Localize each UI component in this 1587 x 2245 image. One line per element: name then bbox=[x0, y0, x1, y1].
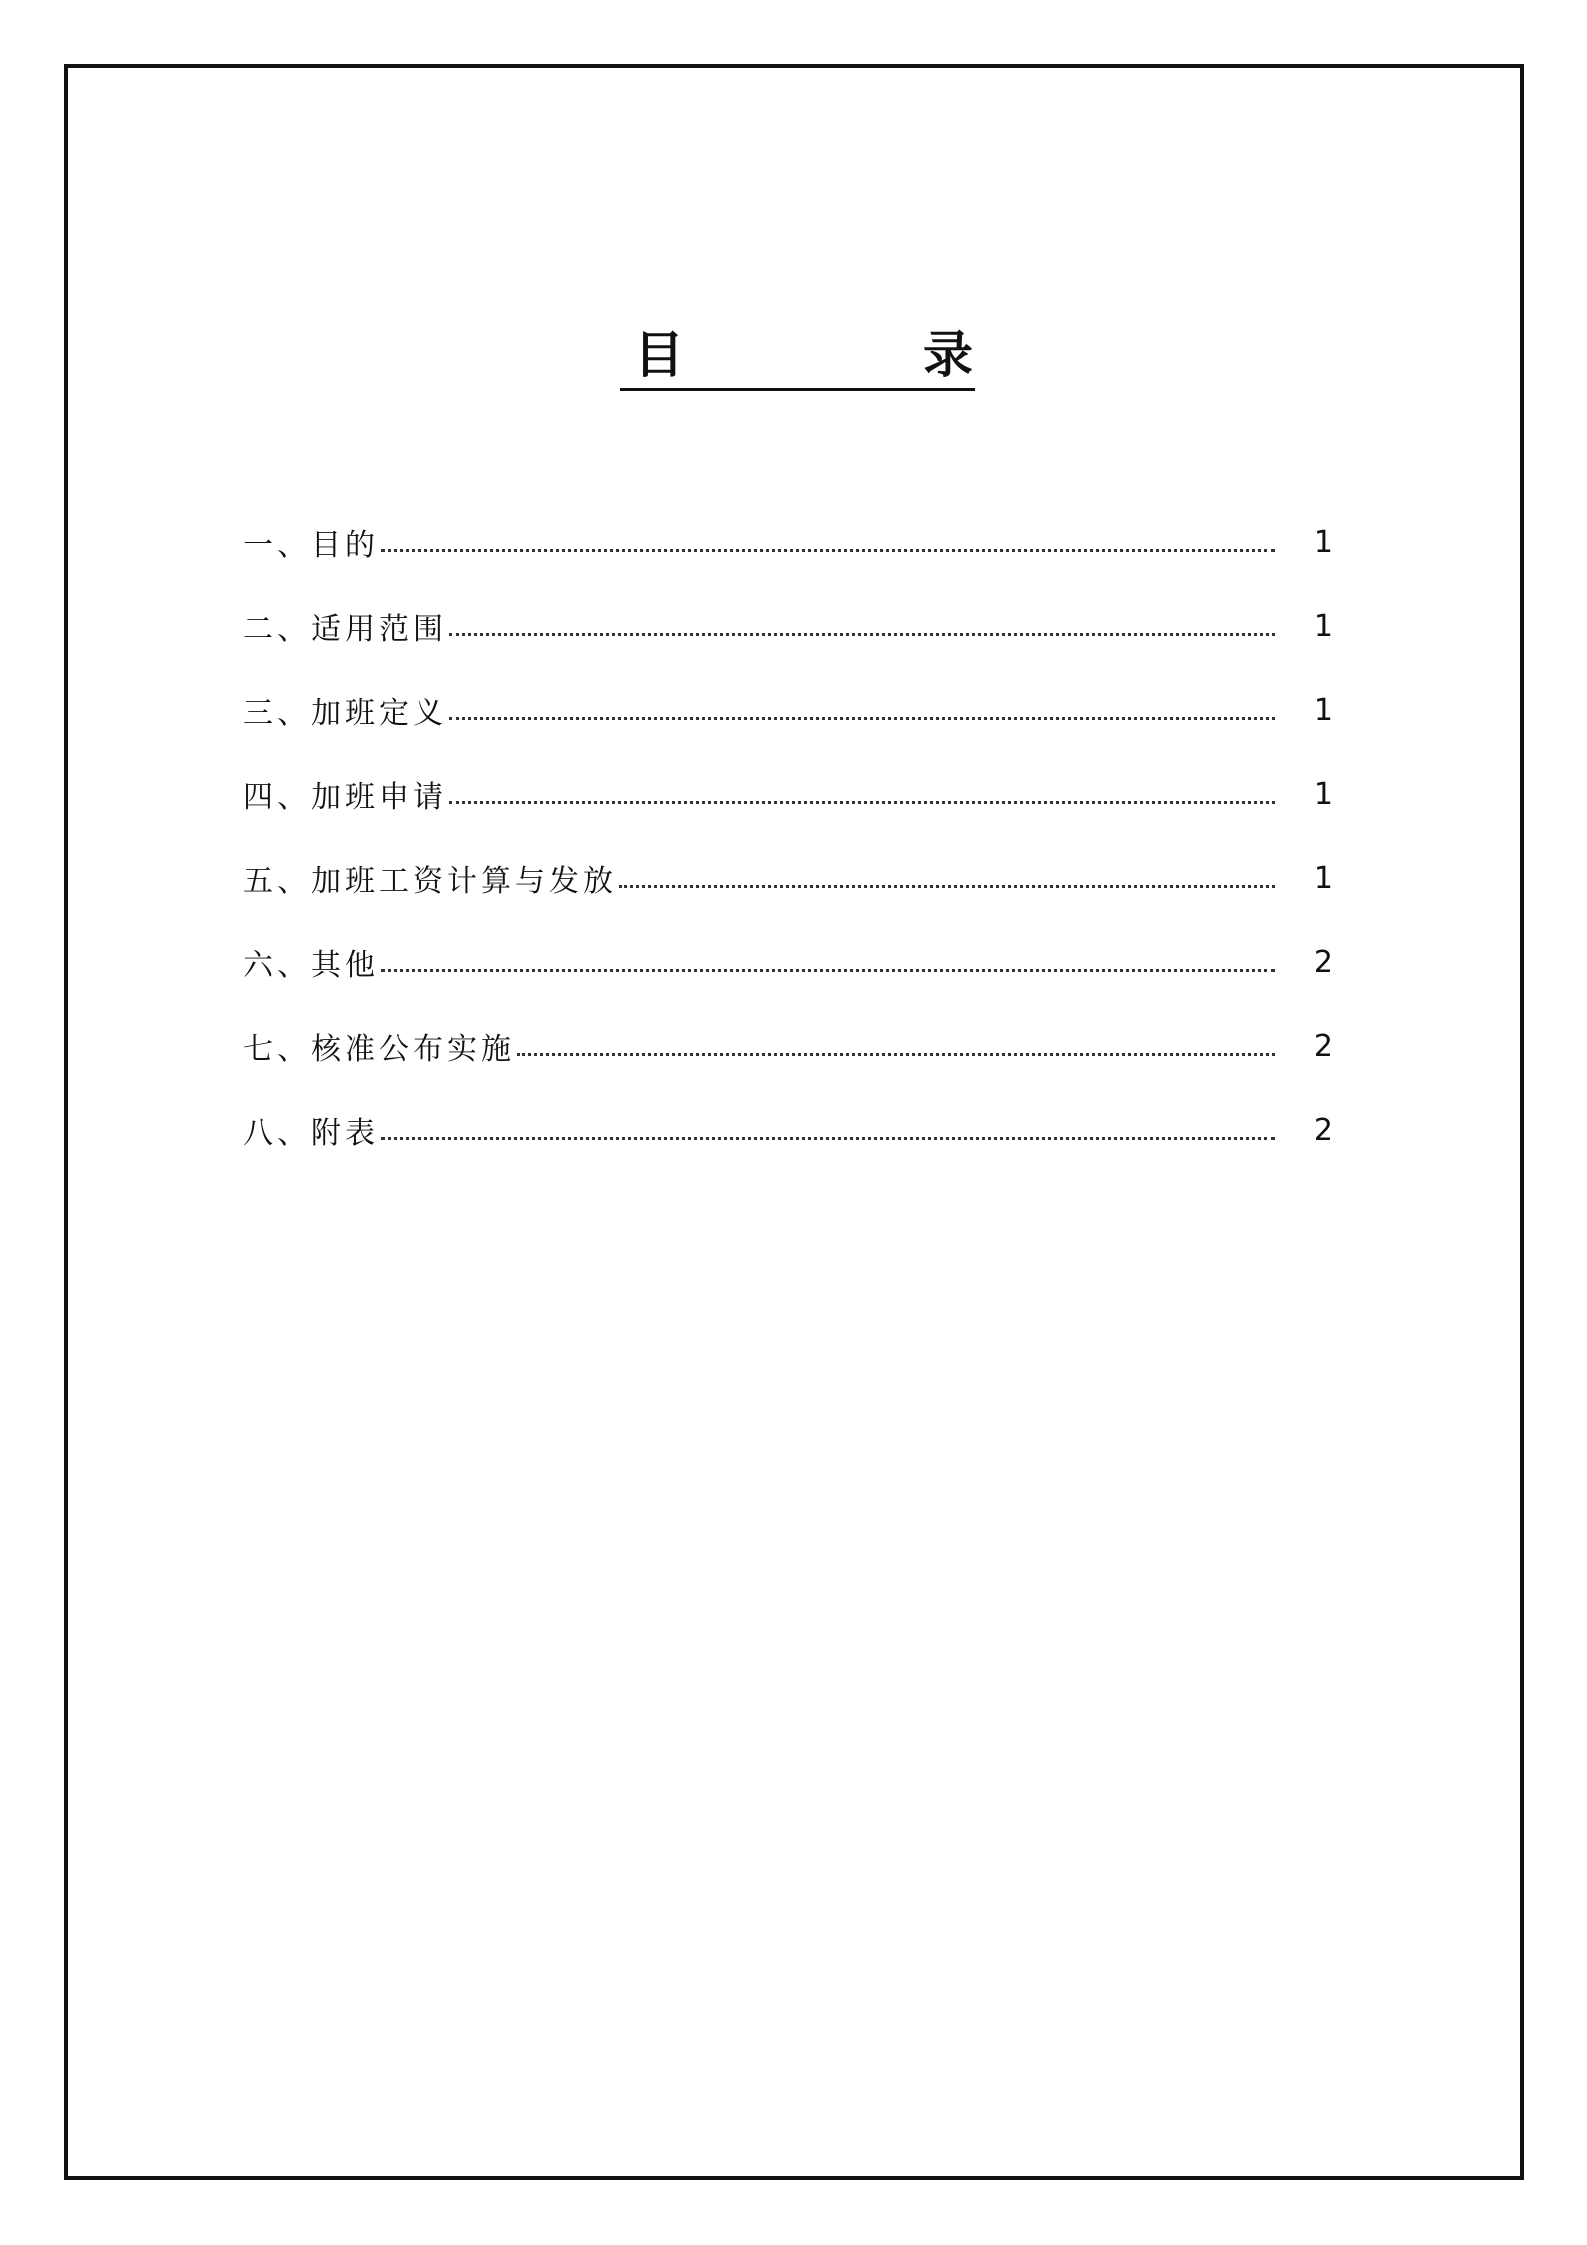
toc-entry-purpose[interactable] bbox=[243, 500, 1333, 584]
toc-entry-page-number: 1 bbox=[1313, 776, 1333, 812]
toc-entry-label: 四、加班申请 bbox=[243, 780, 447, 815]
toc-entry-label: 二、适用范围 bbox=[243, 612, 447, 647]
toc-entry-label: 五、加班工资计算与发放 bbox=[243, 864, 617, 899]
toc-entry-scope[interactable] bbox=[243, 584, 1333, 668]
toc-entry-label: 七、核准公布实施 bbox=[243, 1032, 515, 1067]
toc-entry-other[interactable] bbox=[243, 920, 1333, 1004]
dot-leader bbox=[449, 799, 1275, 804]
toc-entry-page-number: 1 bbox=[1313, 860, 1333, 896]
toc-entry-page-number: 2 bbox=[1313, 1112, 1333, 1148]
dot-leader bbox=[449, 631, 1275, 636]
toc-entry-overtime-application[interactable] bbox=[243, 752, 1333, 836]
toc-entry-label: 三、加班定义 bbox=[243, 696, 447, 731]
dot-leader bbox=[619, 883, 1275, 888]
dot-leader bbox=[381, 547, 1275, 552]
toc-entry-page-number: 1 bbox=[1313, 524, 1333, 560]
toc-entry-approval-implementation[interactable] bbox=[243, 1004, 1333, 1088]
toc-entry-label: 八、附表 bbox=[243, 1116, 379, 1151]
dot-leader bbox=[381, 967, 1275, 972]
toc-entry-attachments[interactable] bbox=[243, 1088, 1333, 1172]
dot-leader bbox=[449, 715, 1275, 720]
toc-title-left-char: 目 bbox=[634, 325, 684, 384]
toc-entry-page-number: 2 bbox=[1313, 944, 1333, 980]
toc-entry-overtime-pay[interactable] bbox=[243, 836, 1333, 920]
dot-leader bbox=[517, 1051, 1275, 1056]
toc-entry-page-number: 2 bbox=[1313, 1028, 1333, 1064]
toc-entry-page-number: 1 bbox=[1313, 692, 1333, 728]
dot-leader bbox=[381, 1135, 1275, 1140]
toc-title bbox=[620, 325, 975, 391]
toc-entry-overtime-definition[interactable] bbox=[243, 668, 1333, 752]
toc-list bbox=[243, 500, 1333, 1172]
toc-entry-label: 一、目的 bbox=[243, 528, 379, 563]
toc-entry-page-number: 1 bbox=[1313, 608, 1333, 644]
toc-entry-label: 六、其他 bbox=[243, 948, 379, 983]
toc-title-right-char: 录 bbox=[923, 325, 973, 384]
